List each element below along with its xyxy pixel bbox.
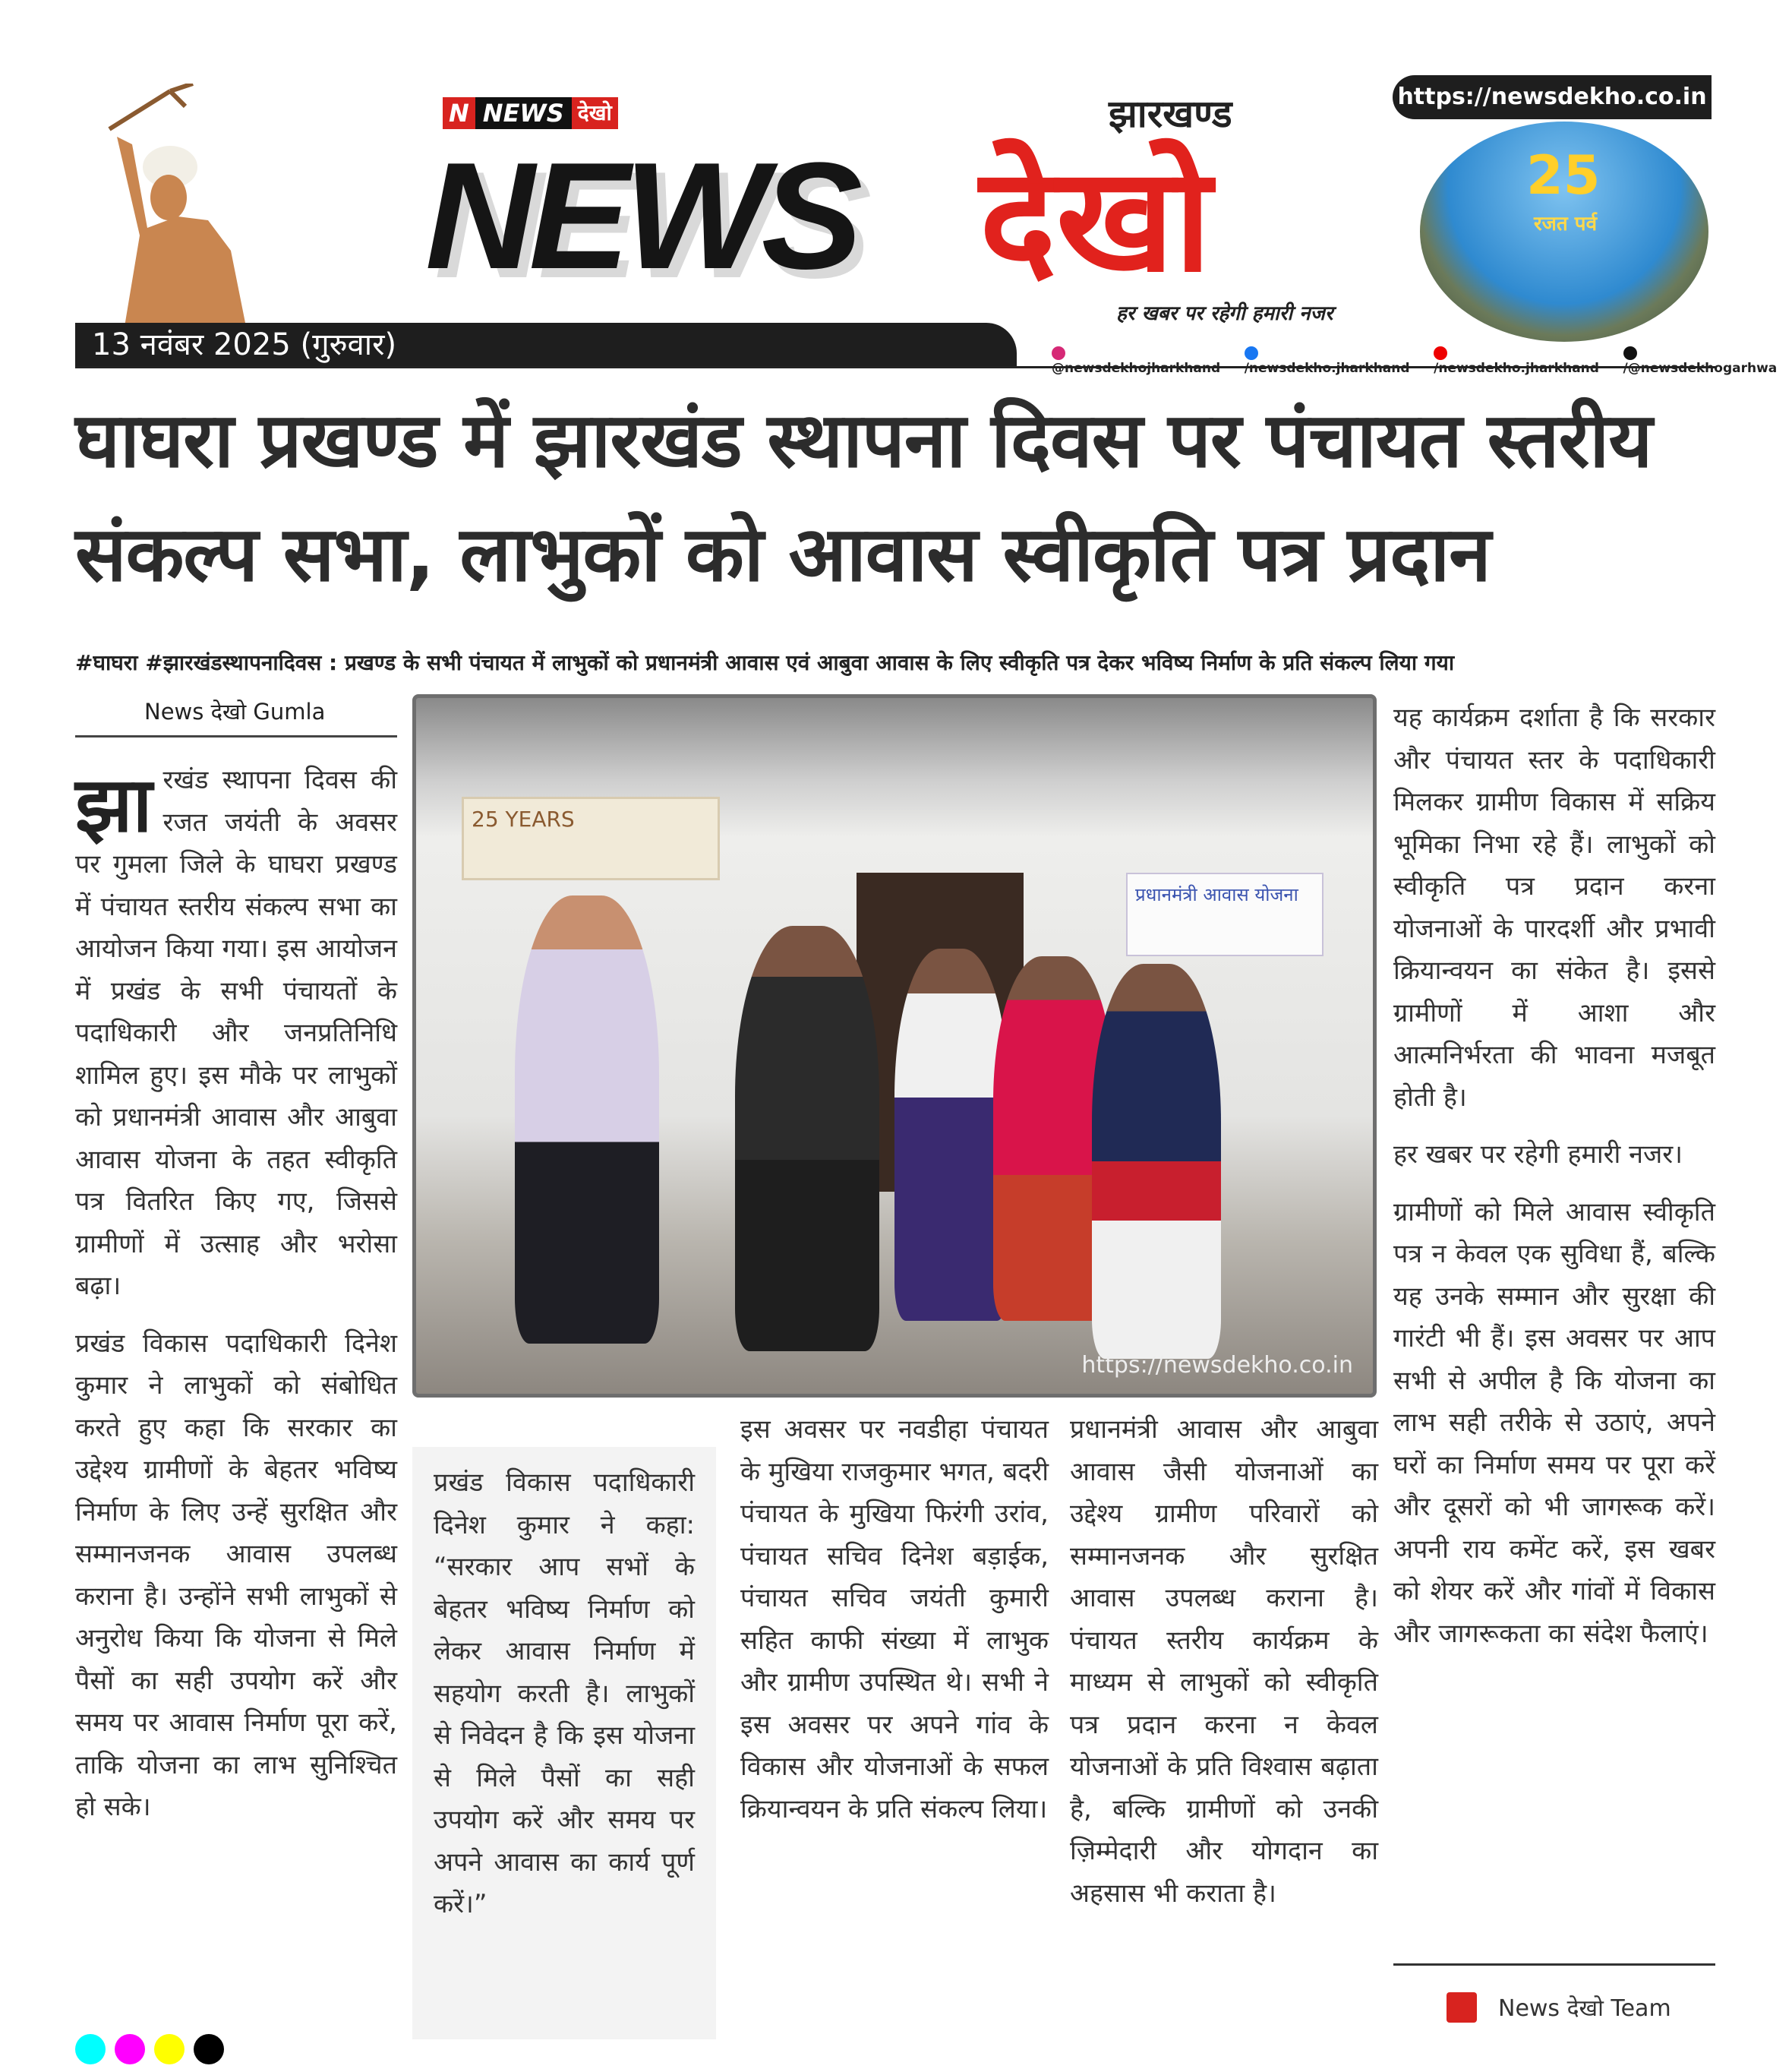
photo-watermark: https://newsdekho.co.in <box>1081 1352 1353 1379</box>
logo-news: NEWS <box>475 97 572 129</box>
article-column-5 <box>1393 697 1715 1670</box>
person <box>1092 964 1221 1359</box>
paragraph: यह कार्यक्रम दर्शाता है कि सरकार और पंचायत स्तर के पदाधिकारी मिलकर ग्रामीण विकास में सक्रिय भूमिका निभा रहे हैं। लाभुकों को स्वीकृति पत्र प्रदान करना योजनाओं के पारदर्शी और प्रभावी क्रियान्वयन का संकेत है। इससे ग्रामीणों में आशा और आत्मनिर्भरता की भावना मजबूत होती है। <box>1393 703 1715 1113</box>
instagram-icon <box>1052 346 1065 360</box>
yellow-registration-dot <box>154 2034 185 2064</box>
sign-text: प्रधानमंत्री आवास योजना <box>1135 884 1298 905</box>
article-column-1 <box>75 760 397 1844</box>
anniversary-emblem <box>1420 122 1708 342</box>
brand-dekho: देखो <box>980 136 1212 304</box>
x-icon <box>1623 346 1637 360</box>
social-x[interactable] <box>1623 346 1792 376</box>
social-handle: /newsdekho.jharkhand <box>1244 361 1410 376</box>
social-handle: /@newsdekhogarhwa <box>1623 361 1778 376</box>
cyan-registration-dot <box>75 2034 106 2064</box>
facebook-icon <box>1245 346 1258 360</box>
social-instagram[interactable] <box>1052 346 1235 376</box>
person <box>894 949 1008 1321</box>
byline-divider <box>75 735 397 738</box>
anniversary-banner <box>462 797 720 880</box>
subheadline: #घाघरा #झारखंडस्थापनादिवस : प्रखण्ड के सभी पंचायत में लाभुकों को प्रधानमंत्री आवास एवं आबुवा आवास के लिए स्वीकृति पत्र देकर भविष्य निर्माण के प्रति संकल्प लिया गया <box>75 650 1455 675</box>
scheme-sign <box>1126 873 1323 956</box>
social-handle: @newsdekhojharkhand <box>1052 361 1221 376</box>
article-column-4 <box>1070 1409 1378 1930</box>
magenta-registration-dot <box>115 2034 145 2064</box>
headline: घाघरा प्रखण्ड में झारखंड स्थापना दिवस पर पंचायत स्तरीय संकल्प सभा, लाभुकों को आवास स्वीकृति पत्र प्रदान <box>75 396 1652 599</box>
quote-text: प्रखंड विकास पदाधिकारी दिनेश कुमार ने कहा: “सरकार आप सभों के बेहतर भविष्य निर्माण को लेकर आवास निर्माण में सहयोग करती है। लाभुकों से निवेदन है कि इस योजना से मिले पैसों का सही उपयोग करें और समय पर अपने आवास का कार्य पूर्ण करें।” <box>434 1467 695 1919</box>
newsdekho-logo-icon <box>1447 1992 1477 2023</box>
person <box>735 926 879 1351</box>
issue-date: 13 नवंबर 2025 (गुरुवार) <box>75 323 1017 367</box>
article-photo <box>412 694 1377 1398</box>
tagline: हर खबर पर रहेगी हमारी नजर <box>1116 302 1333 325</box>
small-logo <box>443 97 618 129</box>
paragraph: रखंड स्थापना दिवस की रजत जयंती के अवसर पर गुमला जिले के घाघरा प्रखण्ड में पंचायत स्तरीय संकल्प सभा का आयोजन किया गया। इस आयोजन में प्रखंड के सभी पंचायतों के पदाधिकारी और जनप्रतिनिधि शामिल हुए। इस मौके पर लाभुकों को प्रधानमंत्री आवास और आबुवा आवास योजना के तहत स्वीकृति पत्र वितरित किए गए, जिससे ग्रामीणों में उत्साह और भरोसा बढ़ा। <box>75 765 397 1301</box>
paragraph: इस अवसर पर नवडीहा पंचायत के मुखिया राजकुमार भगत, बदरी पंचायत के मुखिया फिरंगी उरांव, पंचायत सचिव दिनेश बड़ाईक, पंचायत सचिव जयंती कुमारी सहित काफी संख्या में लाभुक और ग्रामीण उपस्थित थे। सभी ने इस अवसर पर अपने गांव के विकास और योजनाओं के सफल क्रियान्वयन के प्रति संकल्प लिया। <box>740 1414 1049 1824</box>
author-credit <box>1447 1991 1671 2023</box>
logo-letter: N <box>443 97 475 129</box>
paragraph: प्रखंड विकास पदाधिकारी दिनेश कुमार ने लाभुकों को संबोधित करते हुए कहा कि सरकार का उद्देश्य ग्रामीणों के बेहतर भविष्य निर्माण के लिए उन्हें सुरक्षित और सम्मानजनक आवास उपलब्ध कराना है। उन्होंने सभी लाभुकों से अनुरोध किया कि योजना से मिले पैसों का सही उपयोग करें और समय पर आवास निर्माण पूरा करें, ताकि योजना का लाभ सुनिश्चित हो सके। <box>75 1328 397 1822</box>
youtube-icon <box>1434 346 1447 360</box>
byline: News देखो Gumla <box>144 699 326 725</box>
person <box>515 895 659 1344</box>
poster-text: 25 YEARS <box>472 807 575 832</box>
pull-quote <box>412 1447 716 2039</box>
paragraph: ग्रामीणों को मिले आवास स्वीकृति पत्र न केवल एक सुविधा हैं, बल्कि यह उनके सम्मान और सुरक्षा की गारंटी भी हैं। इस अवसर पर आप सभी से अपील है कि योजना का लाभ सही तरीके से उठाएं, अपने घरों का निर्माण समय पर पूरा करें और दूसरों को भी जागरूक करें। अपनी राय कमेंट करें, इस खबर को शेयर करें और गांवों में विकास और जागरूकता का संदेश फैलाएं। <box>1393 1196 1715 1649</box>
tribal-leader-illustration <box>79 84 254 327</box>
article-column-3 <box>740 1409 1049 1846</box>
black-registration-dot <box>194 2034 224 2064</box>
social-handle: /newsdekho.jharkhand <box>1434 361 1599 376</box>
social-facebook[interactable] <box>1245 346 1424 376</box>
team-name: News देखो Team <box>1498 1995 1671 2022</box>
brand-state: झारखण्ड <box>1109 92 1232 136</box>
logo-dekho: देखो <box>572 97 618 129</box>
footer-divider <box>1393 1963 1715 1966</box>
anniversary-number: 25 <box>1526 144 1601 207</box>
brand-news: NEWS <box>425 131 857 301</box>
social-links <box>1052 346 1792 376</box>
drop-cap: झा <box>75 760 153 849</box>
paragraph: हर खबर पर रहेगी हमारी नजर। <box>1393 1139 1683 1170</box>
anniversary-label: रजत पर्व <box>1534 213 1598 235</box>
social-youtube[interactable] <box>1434 346 1614 376</box>
site-url[interactable]: https://newsdekho.co.in <box>1393 75 1712 119</box>
paragraph: प्रधानमंत्री आवास और आबुवा आवास जैसी योजनाओं का उद्देश्य ग्रामीण परिवारों को सम्मानजनक और सुरक्षित आवास उपलब्ध कराना है। पंचायत स्तरीय कार्यक्रम के माध्यम से लाभुकों को स्वीकृति पत्र प्रदान करना न केवल योजनाओं के प्रति विश्वास बढ़ाता है, बल्कि ग्रामीणों को उनकी ज़िम्मेदारी और योगदान का अहसास भी कराता है। <box>1070 1414 1378 1909</box>
